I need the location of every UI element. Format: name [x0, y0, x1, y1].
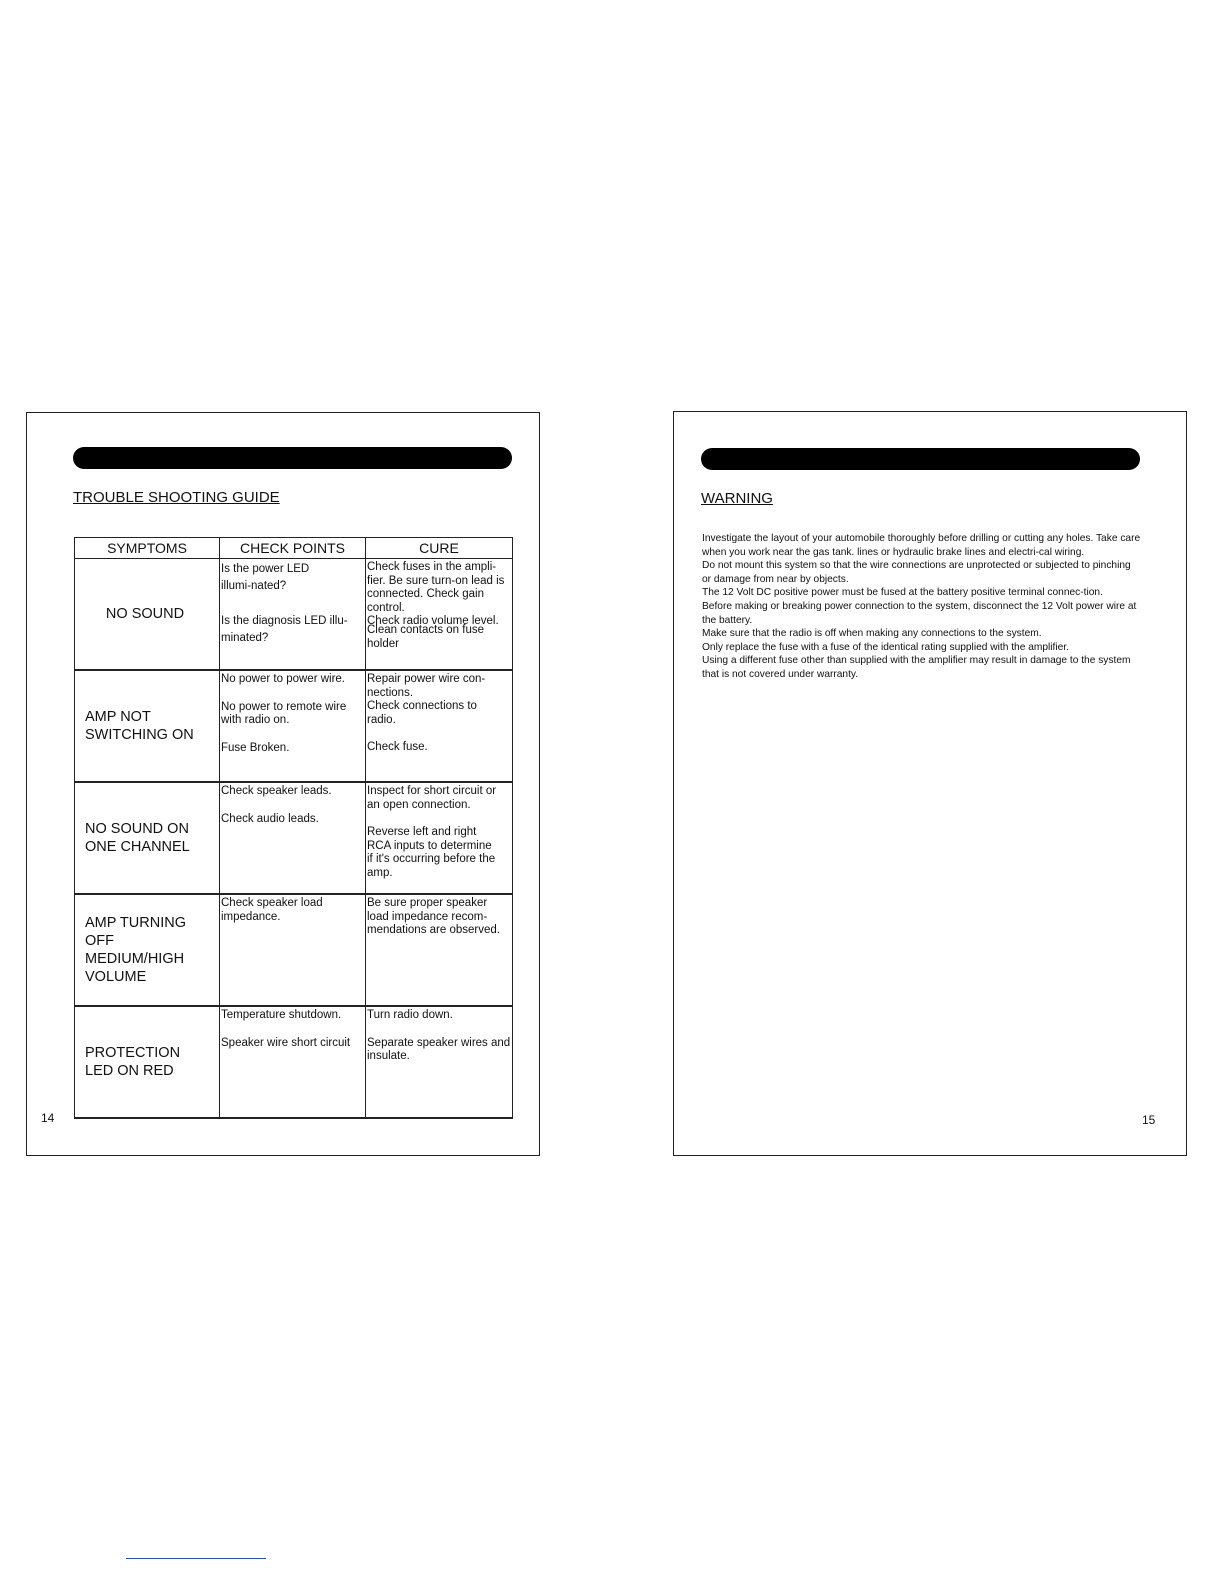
- table-header-row: [75, 538, 513, 559]
- column-header-cure: CURE: [366, 538, 513, 559]
- column-header-check-points: CHECK POINTS: [220, 538, 366, 559]
- footer-link-underline: [126, 1558, 266, 1559]
- symptom-text: PROTECTION LED ON RED: [85, 1045, 181, 1079]
- check-points-cell: [220, 894, 366, 1006]
- cure-item: Reverse left and right RCA inputs to determine if it's occurring before the amp.: [367, 826, 496, 879]
- page-number: 14: [41, 1111, 55, 1125]
- cure-item: Check connections to radio.: [367, 700, 477, 726]
- warning-paragraph: Only replace the fuse with a fuse of the identical rating supplied with the amplifier.: [702, 641, 1069, 653]
- check-points-cell: [220, 559, 366, 671]
- check-point: Speaker wire short circuit: [221, 1036, 351, 1049]
- right-page: [673, 411, 1187, 1156]
- cure-item: Repair power wire con-nections.: [367, 673, 486, 699]
- warning-paragraph: Before making or breaking power connection to the system, disconnect the 12 Volt power wire at the battery.: [702, 600, 1137, 626]
- warning-text: [702, 532, 1142, 682]
- warning-paragraph: Make sure that the radio is off when making any connections to the system.: [702, 628, 1042, 640]
- header-bar: [73, 447, 512, 469]
- cure-cell: [366, 1006, 513, 1118]
- cure-cell: [366, 894, 513, 1006]
- page-title: WARNING: [701, 490, 773, 507]
- cure-cell: [366, 782, 513, 894]
- symptom-cell: [75, 894, 220, 1006]
- check-point: Check speaker load impedance.: [221, 897, 323, 923]
- symptom-text: AMP TURNING OFF MEDIUM/HIGH VOLUME: [85, 915, 186, 985]
- check-point: Temperature shutdown.: [221, 1009, 342, 1021]
- symptom-text: NO SOUND: [105, 606, 185, 622]
- header-bar: [701, 448, 1140, 470]
- symptom-text: NO SOUND ON ONE CHANNEL: [85, 821, 190, 855]
- symptom-text: AMP NOT SWITCHING ON: [85, 709, 194, 743]
- cure-item: Check radio volume level.: [367, 615, 499, 628]
- check-points-cell: [220, 782, 366, 894]
- check-point: Check audio leads.: [221, 812, 319, 825]
- check-point: Check speaker leads.: [221, 785, 332, 797]
- table-row: [75, 559, 513, 671]
- symptom-cell: [75, 670, 220, 782]
- check-point: Is the power LED illumi-nated?: [221, 563, 310, 592]
- check-points-cell: [220, 1006, 366, 1118]
- check-points-cell: [220, 670, 366, 782]
- cure-cell: [366, 559, 513, 671]
- column-header-symptoms: SYMPTOMS: [75, 538, 220, 559]
- troubleshooting-table: [74, 537, 513, 1119]
- cure-item: Clean contacts on fuse holder: [367, 623, 484, 650]
- symptom-cell: [75, 559, 220, 671]
- check-point: Is the diagnosis LED illu-minated?: [221, 615, 348, 644]
- cure-item: Check fuse.: [367, 741, 428, 754]
- page-title: TROUBLE SHOOTING GUIDE: [73, 489, 280, 506]
- table-row: [75, 782, 513, 894]
- cure-item: Check fuses in the ampli-fier. Be sure turn-on lead is connected. Check gain control.: [367, 561, 505, 614]
- table-row: [75, 670, 513, 782]
- cure-item: Turn radio down.: [367, 1009, 453, 1021]
- table-row: [75, 894, 513, 1006]
- symptom-cell: [75, 1006, 220, 1118]
- symptom-cell: [75, 782, 220, 894]
- warning-paragraph: Investigate the layout of your automobile thoroughly before drilling or cutting any holes. Take care when you work near the gas tank. lines or hydraulic brake lines and electri-cal wiring.: [702, 533, 1141, 558]
- check-point: No power to power wire.: [221, 673, 345, 685]
- cure-item: Be sure proper speaker load impedance recom-mendations are observed.: [367, 897, 500, 937]
- check-point: Fuse Broken.: [221, 741, 290, 754]
- table-row: [75, 1006, 513, 1118]
- warning-paragraph: Do not mount this system so that the wire connections are unprotected or subjected to pinching or damage from near by objects.: [702, 560, 1131, 585]
- check-point: No power to remote wire with radio on.: [221, 700, 347, 727]
- warning-paragraph: Using a different fuse other than supplied with the amplifier may result in damage to the system that is not covered under warranty.: [702, 655, 1131, 680]
- cure-item: Separate speaker wires and insulate.: [367, 1036, 511, 1063]
- warning-paragraph: The 12 Volt DC positive power must be fused at the battery positive terminal connec-tion.: [702, 587, 1103, 599]
- page-number: 15: [1142, 1113, 1156, 1127]
- cure-cell: [366, 670, 513, 782]
- left-page: [26, 412, 540, 1156]
- cure-item: Inspect for short circuit or an open connection.: [367, 785, 497, 811]
